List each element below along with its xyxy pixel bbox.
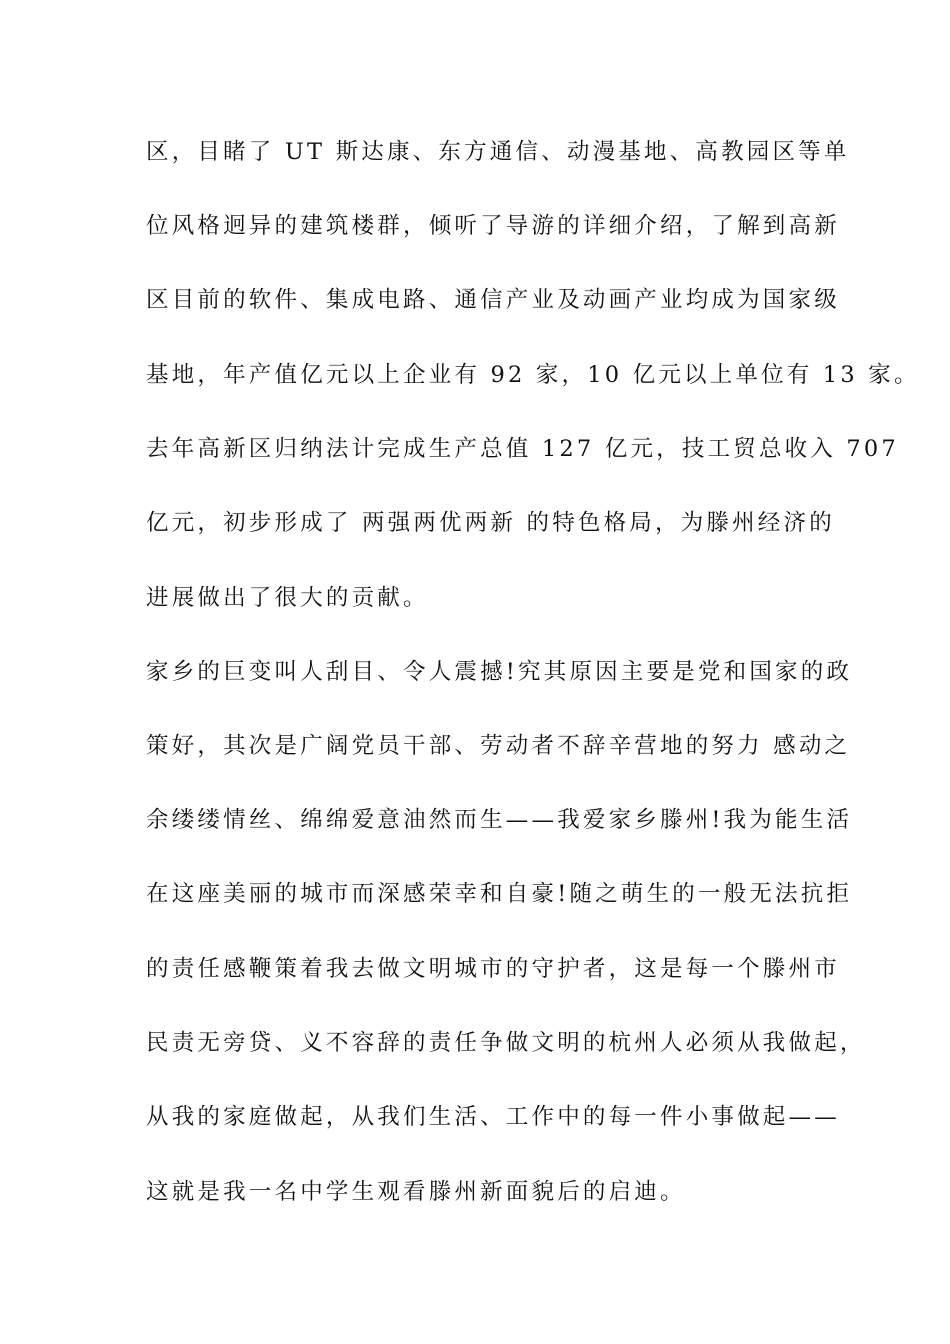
text-line: 位风格迥异的建筑楼群，倾听了导游的详细介绍，了解到高新 bbox=[146, 213, 840, 239]
text-line: 基地，年产值亿元以上企业有 92 家，10 亿元以上单位有 13 家。 bbox=[146, 362, 920, 388]
text-line: 这就是我一名中学生观看滕州新面貌后的启迪。 bbox=[146, 1179, 686, 1205]
text-line: 策好，其次是广阔党员干部、劳动者不辞辛营地的努力 感动之 bbox=[146, 733, 851, 759]
text-line: 的责任感鞭策着我去做文明城市的守护者，这是每一个滕州市 bbox=[146, 956, 840, 982]
text-line: 进展做出了很大的贡献。 bbox=[146, 585, 429, 611]
text-line: 区，目睹了 UT 斯达康、东方通信、动漫基地、高教园区等单 bbox=[146, 139, 850, 165]
text-line: 亿元，初步形成了 两强两优两新 的特色格局，为滕州经济的 bbox=[146, 510, 835, 536]
text-line: 从我的家庭做起，从我们生活、工作中的每一件小事做起—— bbox=[146, 1104, 840, 1130]
text-line: 余缕缕情丝、绵绵爱意油然而生——我爱家乡滕州!我为能生活 bbox=[146, 807, 853, 833]
text-line: 区目前的软件、集成电路、通信产业及动画产业均成为国家级 bbox=[146, 287, 840, 313]
text-line: 民责无旁贷、义不容辞的责任争做文明的杭州人必须从我做起， bbox=[146, 1030, 866, 1056]
text-line: 在这座美丽的城市而深感荣幸和自豪!随之萌生的一般无法抗拒 bbox=[146, 881, 853, 907]
text-line: 去年高新区归纳法计完成生产总值 127 亿元，技工贸总收入 707 bbox=[146, 436, 899, 462]
text-line: 家乡的巨变叫人刮目、令人震撼!究其原因主要是党和国家的政 bbox=[146, 659, 853, 685]
